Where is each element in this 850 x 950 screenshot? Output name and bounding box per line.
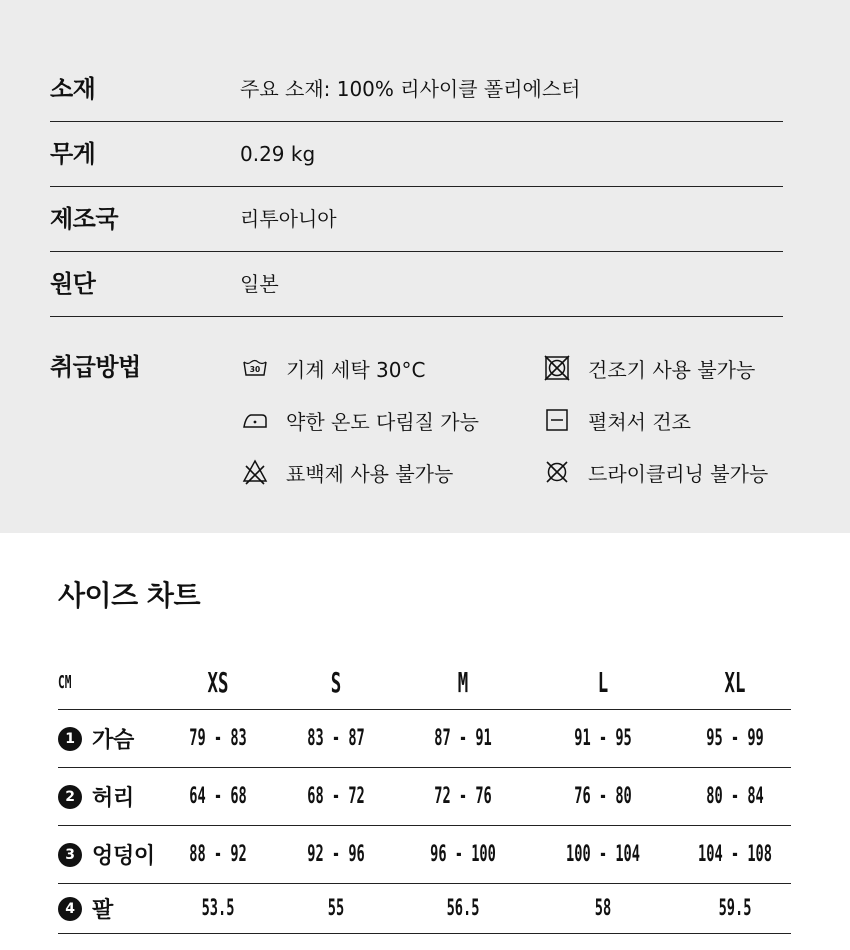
spec-label: 무게 — [50, 140, 96, 168]
size-header-s: S — [330, 666, 342, 699]
measurement-number-badge: 2 — [58, 785, 82, 809]
spec-row-weight — [50, 122, 783, 187]
dry-flat-icon — [542, 405, 572, 435]
size-value: 95 - 99 — [706, 726, 764, 751]
measurement-name: 허리 — [92, 786, 134, 811]
spec-label: 소재 — [50, 75, 96, 103]
size-header-l: L — [597, 666, 609, 699]
size-value: 64 - 68 — [189, 784, 247, 809]
svg-text:30: 30 — [249, 365, 261, 374]
size-value: 79 - 83 — [189, 726, 247, 751]
size-value: 80 - 84 — [706, 784, 764, 809]
size-value: 59.5 — [718, 896, 752, 921]
size-chart-row-chest — [58, 710, 791, 768]
measurement-label — [58, 710, 134, 767]
spec-label: 제조국 — [50, 205, 119, 233]
size-value: 53.5 — [201, 896, 235, 921]
care-item-dry-flat — [542, 405, 691, 435]
size-value: 58 — [594, 896, 612, 921]
measurement-name: 엉덩이 — [92, 844, 155, 869]
size-value: 104 - 108 — [698, 842, 772, 867]
size-chart-header-row — [58, 656, 791, 710]
size-value: 83 - 87 — [307, 726, 365, 751]
size-value: 92 - 96 — [307, 842, 365, 867]
measurement-label — [58, 768, 134, 825]
size-value: 91 - 95 — [574, 726, 632, 751]
size-chart-table — [58, 656, 791, 934]
care-text: 약한 온도 다림질 가능 — [286, 409, 479, 434]
size-chart-title: 사이즈 차트 — [58, 579, 200, 612]
size-value: 56.5 — [446, 896, 480, 921]
care-item-tumble-dry — [542, 353, 755, 383]
size-header-m: M — [457, 666, 469, 699]
care-label: 취급방법 — [50, 353, 141, 381]
size-chart-row-sleeve — [58, 884, 791, 934]
spec-value: 일본 — [240, 272, 279, 296]
spec-value: 주요 소재: 100% 리사이클 폴리에스터 — [240, 77, 581, 101]
size-chart-unit: CM — [58, 672, 72, 693]
size-header-xl: XL — [724, 666, 746, 699]
spec-value: 0.29 kg — [240, 142, 316, 166]
spec-label: 원단 — [50, 270, 96, 298]
size-chart-row-waist — [58, 768, 791, 826]
size-value: 88 - 92 — [189, 842, 247, 867]
measurement-name: 가슴 — [92, 728, 134, 753]
measurement-label — [58, 884, 113, 933]
iron-low-heat-icon — [240, 405, 270, 435]
size-value: 76 - 80 — [574, 784, 632, 809]
size-value: 68 - 72 — [307, 784, 365, 809]
measurement-label — [58, 826, 155, 883]
measurement-number-badge: 3 — [58, 843, 82, 867]
spec-row-material — [50, 57, 783, 122]
measurement-name: 팔 — [92, 898, 113, 923]
care-text: 드라이클리닝 불가능 — [588, 461, 769, 486]
do-not-dry-clean-icon — [542, 457, 572, 487]
spec-row-fabric — [50, 252, 783, 317]
size-header-xs: XS — [207, 666, 229, 699]
size-value: 72 - 76 — [434, 784, 492, 809]
size-value: 100 - 104 — [566, 842, 640, 867]
care-item-bleach — [240, 457, 453, 487]
care-item-machine-wash — [240, 353, 425, 383]
care-text: 펼쳐서 건조 — [588, 409, 691, 434]
care-text: 건조기 사용 불가능 — [588, 357, 756, 382]
care-text: 표백제 사용 불가능 — [286, 461, 454, 486]
size-value: 96 - 100 — [430, 842, 496, 867]
size-value: 87 - 91 — [434, 726, 492, 751]
care-item-dry-clean — [542, 457, 768, 487]
care-item-iron — [240, 405, 479, 435]
size-chart-row-hip — [58, 826, 791, 884]
measurement-number-badge: 1 — [58, 727, 82, 751]
spec-row-country — [50, 187, 783, 252]
do-not-bleach-icon — [240, 457, 270, 487]
spec-value: 리투아니아 — [240, 207, 337, 231]
machine-wash-30-icon — [240, 353, 270, 383]
care-text: 기계 세탁 30°C — [286, 357, 426, 382]
measurement-number-badge: 4 — [58, 897, 82, 921]
size-value: 55 — [327, 896, 345, 921]
do-not-tumble-dry-icon — [542, 353, 572, 383]
